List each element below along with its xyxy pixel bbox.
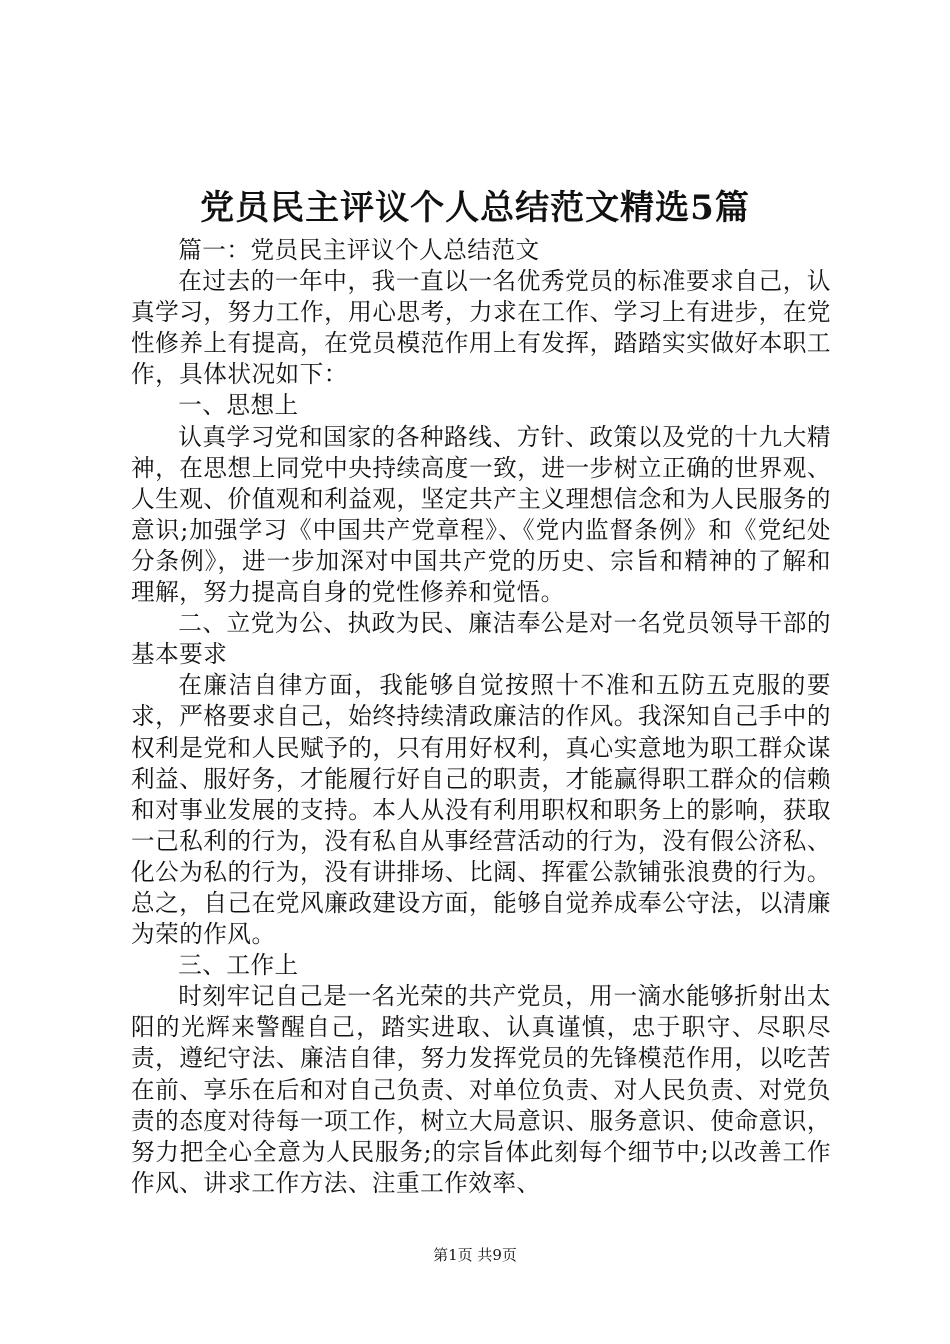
work-paragraph: 时刻牢记自己是一名光荣的共产党员，用一滴水能够折射出太阳的光辉来警醒自己，踏实进取、认真谨慎，忠于职守、尽职尽责，遵纪守法、廉洁自律，努力发挥党员的先锋模范作用，以吃苦在前、享乐在后和对自己负责、对单位负责、对人民负责、对党负责的态度对待每一项工作，树立大局意识、服务意识、使命意识，努力把全心全意为人民服务;的宗旨体此刻每个细节中;以改善工作作风、讲求工作方法、注重工作效率、 xyxy=(131,982,831,1197)
document-title: 党员民主评议个人总结范文精选5篇 xyxy=(200,188,750,228)
section-heading-integrity: 二、立党为公、执政为民、廉洁奉公是对一名党员领导干部的基本要求 xyxy=(131,609,831,669)
document-body xyxy=(131,235,831,1199)
thought-paragraph: 认真学习党和国家的各种路线、方针、政策以及党的十九大精神，在思想上同党中央持续高度一致，进一步树立正确的世界观、人生观、价值观和利益观，坚定共产主义理想信念和为人民服务的意识;加强学习《中国共产党章程》、《党内监督条例》和《党纪处分条例》，进一步加深对中国共产党的历史、宗旨和精神的了解和理解，努力提高自身的党性修养和觉悟。 xyxy=(131,422,831,607)
section-heading-thought: 一、思想上 xyxy=(178,391,299,420)
section-heading-work: 三、工作上 xyxy=(178,951,299,980)
page-number-footer: 第1页 共9页 xyxy=(433,1246,517,1264)
integrity-paragraph: 在廉洁自律方面，我能够自觉按照十不准和五防五克服的要求，严格要求自己，始终持续清政廉洁的作风。我深知自己手中的权利是党和人民赋予的，只有用好权利，真心实意地为职工群众谋利益、服好务，才能履行好自己的职责，才能赢得职工群众的信赖和对事业发展的支持。本人从没有利用职权和职务上的影响，获取一己私利的行为，没有私自从事经营活动的行为，没有假公济私、化公为私的行为，没有讲排场、比阔、挥霍公款铺张浪费的行为。总之，自己在党风廉政建设方面，能够自觉养成奉公守法，以清廉为荣的作风。 xyxy=(131,671,831,949)
section-heading-part-one: 篇一：党员民主评议个人总结范文 xyxy=(178,236,540,264)
intro-paragraph: 在过去的一年中，我一直以一名优秀党员的标准要求自己，认真学习，努力工作，用心思考，力求在工作、学习上有进步，在党性修养上有提高，在党员模范作用上有发挥，踏踏实实做好本职工作，具体状况如下： xyxy=(131,267,831,389)
